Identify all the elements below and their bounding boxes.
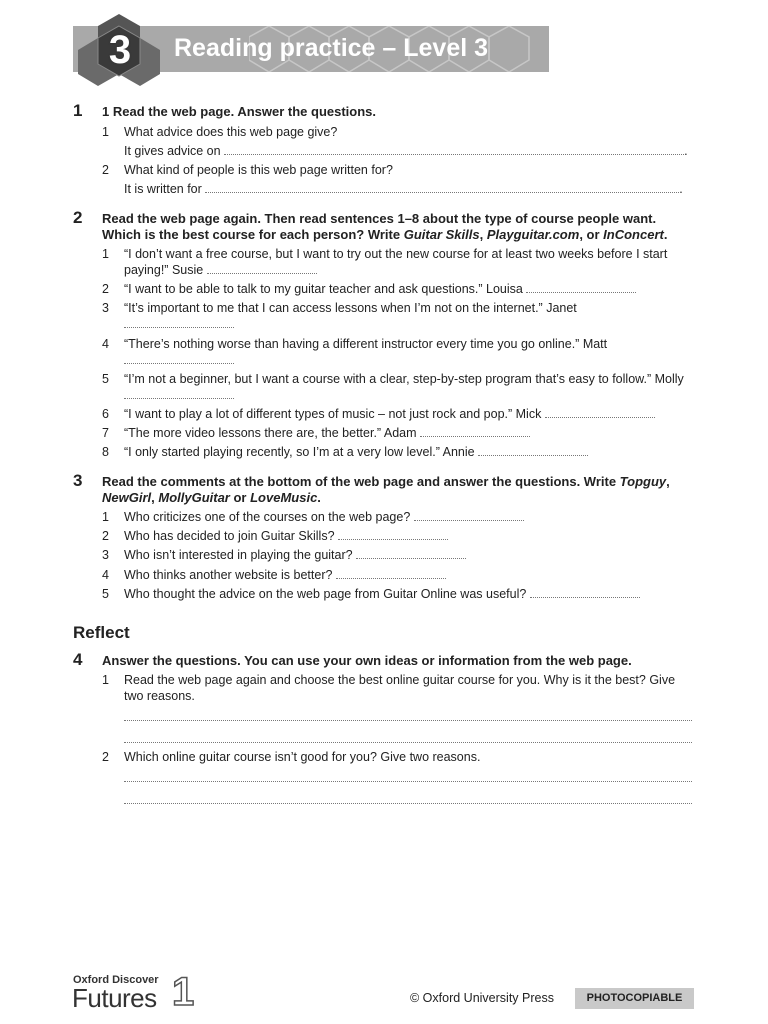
exercise-2-instruction: Read the web page again. Then read sentences 1–8 about the type of course people want. Which is the best course for each person? Write Guitar Skills, Playguitar.com, or InConcert. <box>102 211 668 242</box>
ex2-item-number: 1 <box>102 247 109 261</box>
answer-line[interactable] <box>124 803 692 804</box>
exercise-1-number: 1 <box>73 101 83 120</box>
answer-blank[interactable] <box>224 143 684 155</box>
ex4-item-number: 1 <box>102 673 109 687</box>
ex2-sentence: “I’m not a beginner, but I want a course with a clear, step-by-step program that’s easy to follow.” Molly <box>124 371 694 403</box>
ex4-question: Read the web page again and choose the best online guitar course for you. Why is it the best? Give two reasons. <box>124 673 676 703</box>
answer-blank[interactable] <box>124 352 234 364</box>
ex3-item-number: 2 <box>102 529 109 543</box>
answer-blank[interactable] <box>420 425 530 437</box>
photocopiable-badge: PHOTOCOPIABLE <box>575 988 694 1009</box>
ex2-item-number: 2 <box>102 282 109 296</box>
exercise-4-number: 4 <box>73 650 83 669</box>
reflect-heading: Reflect <box>73 623 130 642</box>
period: . <box>684 144 688 158</box>
ex3-item-number: 5 <box>102 587 109 601</box>
ex1-item-number: 1 <box>102 125 109 139</box>
ex4-question: Which online guitar course isn’t good for you? Give two reasons. <box>124 750 481 764</box>
answer-blank[interactable] <box>356 547 466 559</box>
ex3-question: Who criticizes one of the courses on the web page? <box>124 509 694 525</box>
exercise-4-instruction: Answer the questions. You can use your own ideas or information from the web page. <box>102 653 632 668</box>
ex1-answer-prompt: It gives advice on <box>124 144 221 158</box>
logo-level-number: 1 <box>172 970 195 1014</box>
ex1-answer-line <box>124 181 694 197</box>
ex2-item-number: 6 <box>102 407 109 421</box>
ex2-item-number: 4 <box>102 337 109 351</box>
ex3-item-number: 1 <box>102 510 109 524</box>
ex3-question: Who thinks another website is better? <box>124 567 694 583</box>
ex2-sentence: “The more video lessons there are, the better.” Adam <box>124 425 694 441</box>
ex1-answer-line <box>124 143 694 159</box>
answer-blank[interactable] <box>207 262 317 274</box>
ex1-question: What advice does this web page give? <box>124 125 338 139</box>
answer-blank[interactable] <box>545 406 655 418</box>
answer-blank[interactable] <box>205 181 679 193</box>
answer-line[interactable] <box>124 742 692 743</box>
ex3-item-number: 4 <box>102 568 109 582</box>
answer-blank[interactable] <box>336 567 446 579</box>
ex2-sentence: “There’s nothing worse than having a different instructor every time you go online.” Matt <box>124 336 624 368</box>
exercise-3-number: 3 <box>73 471 83 490</box>
logo-series-text: Futures <box>72 983 157 1013</box>
copyright: © Oxford University Press <box>410 991 554 1005</box>
answer-line[interactable] <box>124 781 692 782</box>
answer-blank[interactable] <box>478 444 588 456</box>
ex3-item-number: 3 <box>102 548 109 562</box>
ex3-question: Who isn’t interested in playing the guitar? <box>124 547 694 563</box>
answer-blank[interactable] <box>530 586 640 598</box>
logo-publisher-text: Oxford Discover <box>73 974 159 986</box>
answer-line[interactable] <box>124 720 692 721</box>
ex1-question: What kind of people is this web page written for? <box>124 163 393 177</box>
exercise-2-number: 2 <box>73 208 83 227</box>
ex2-item-number: 3 <box>102 301 109 315</box>
ex2-sentence: “I don’t want a free course, but I want to try out the new course for at least two weeks before I start paying!” Susie <box>124 247 668 277</box>
ex2-sentence: “I want to play a lot of different types of music – not just rock and pop.” Mick <box>124 406 694 422</box>
ex1-answer-prompt: It is written for <box>124 182 202 196</box>
ex2-item-number: 8 <box>102 445 109 459</box>
answer-blank[interactable] <box>526 281 636 293</box>
ex2-item-number: 5 <box>102 372 109 386</box>
answer-blank[interactable] <box>124 316 234 328</box>
answer-blank[interactable] <box>414 509 524 521</box>
ex1-item-number: 2 <box>102 163 109 177</box>
exercise-3-instruction: Read the comments at the bottom of the web page and answer the questions. Write Topguy, NewGirl, MollyGuitar or LoveMusic. <box>102 474 670 505</box>
period: . <box>679 182 683 196</box>
unit-number: 3 <box>108 28 132 72</box>
exercise-1-instruction: 1 Read the web page. Answer the questions. <box>102 104 377 119</box>
page-title: Reading practice – Level 3 <box>174 34 489 62</box>
answer-blank[interactable] <box>124 387 234 399</box>
ex2-item-number: 7 <box>102 426 109 440</box>
ex3-question: Who thought the advice on the web page from Guitar Online was useful? <box>124 586 694 602</box>
ex2-sentence: “I only started playing recently, so I’m at a very low level.” Annie <box>124 444 694 460</box>
answer-blank[interactable] <box>338 528 448 540</box>
ex4-item-number: 2 <box>102 750 109 764</box>
ex3-question: Who has decided to join Guitar Skills? <box>124 528 694 544</box>
ex2-sentence: “I want to be able to talk to my guitar teacher and ask questions.” Louisa <box>124 281 694 297</box>
ex2-sentence: “It’s important to me that I can access lessons when I’m not on the internet.” Janet <box>124 300 584 332</box>
